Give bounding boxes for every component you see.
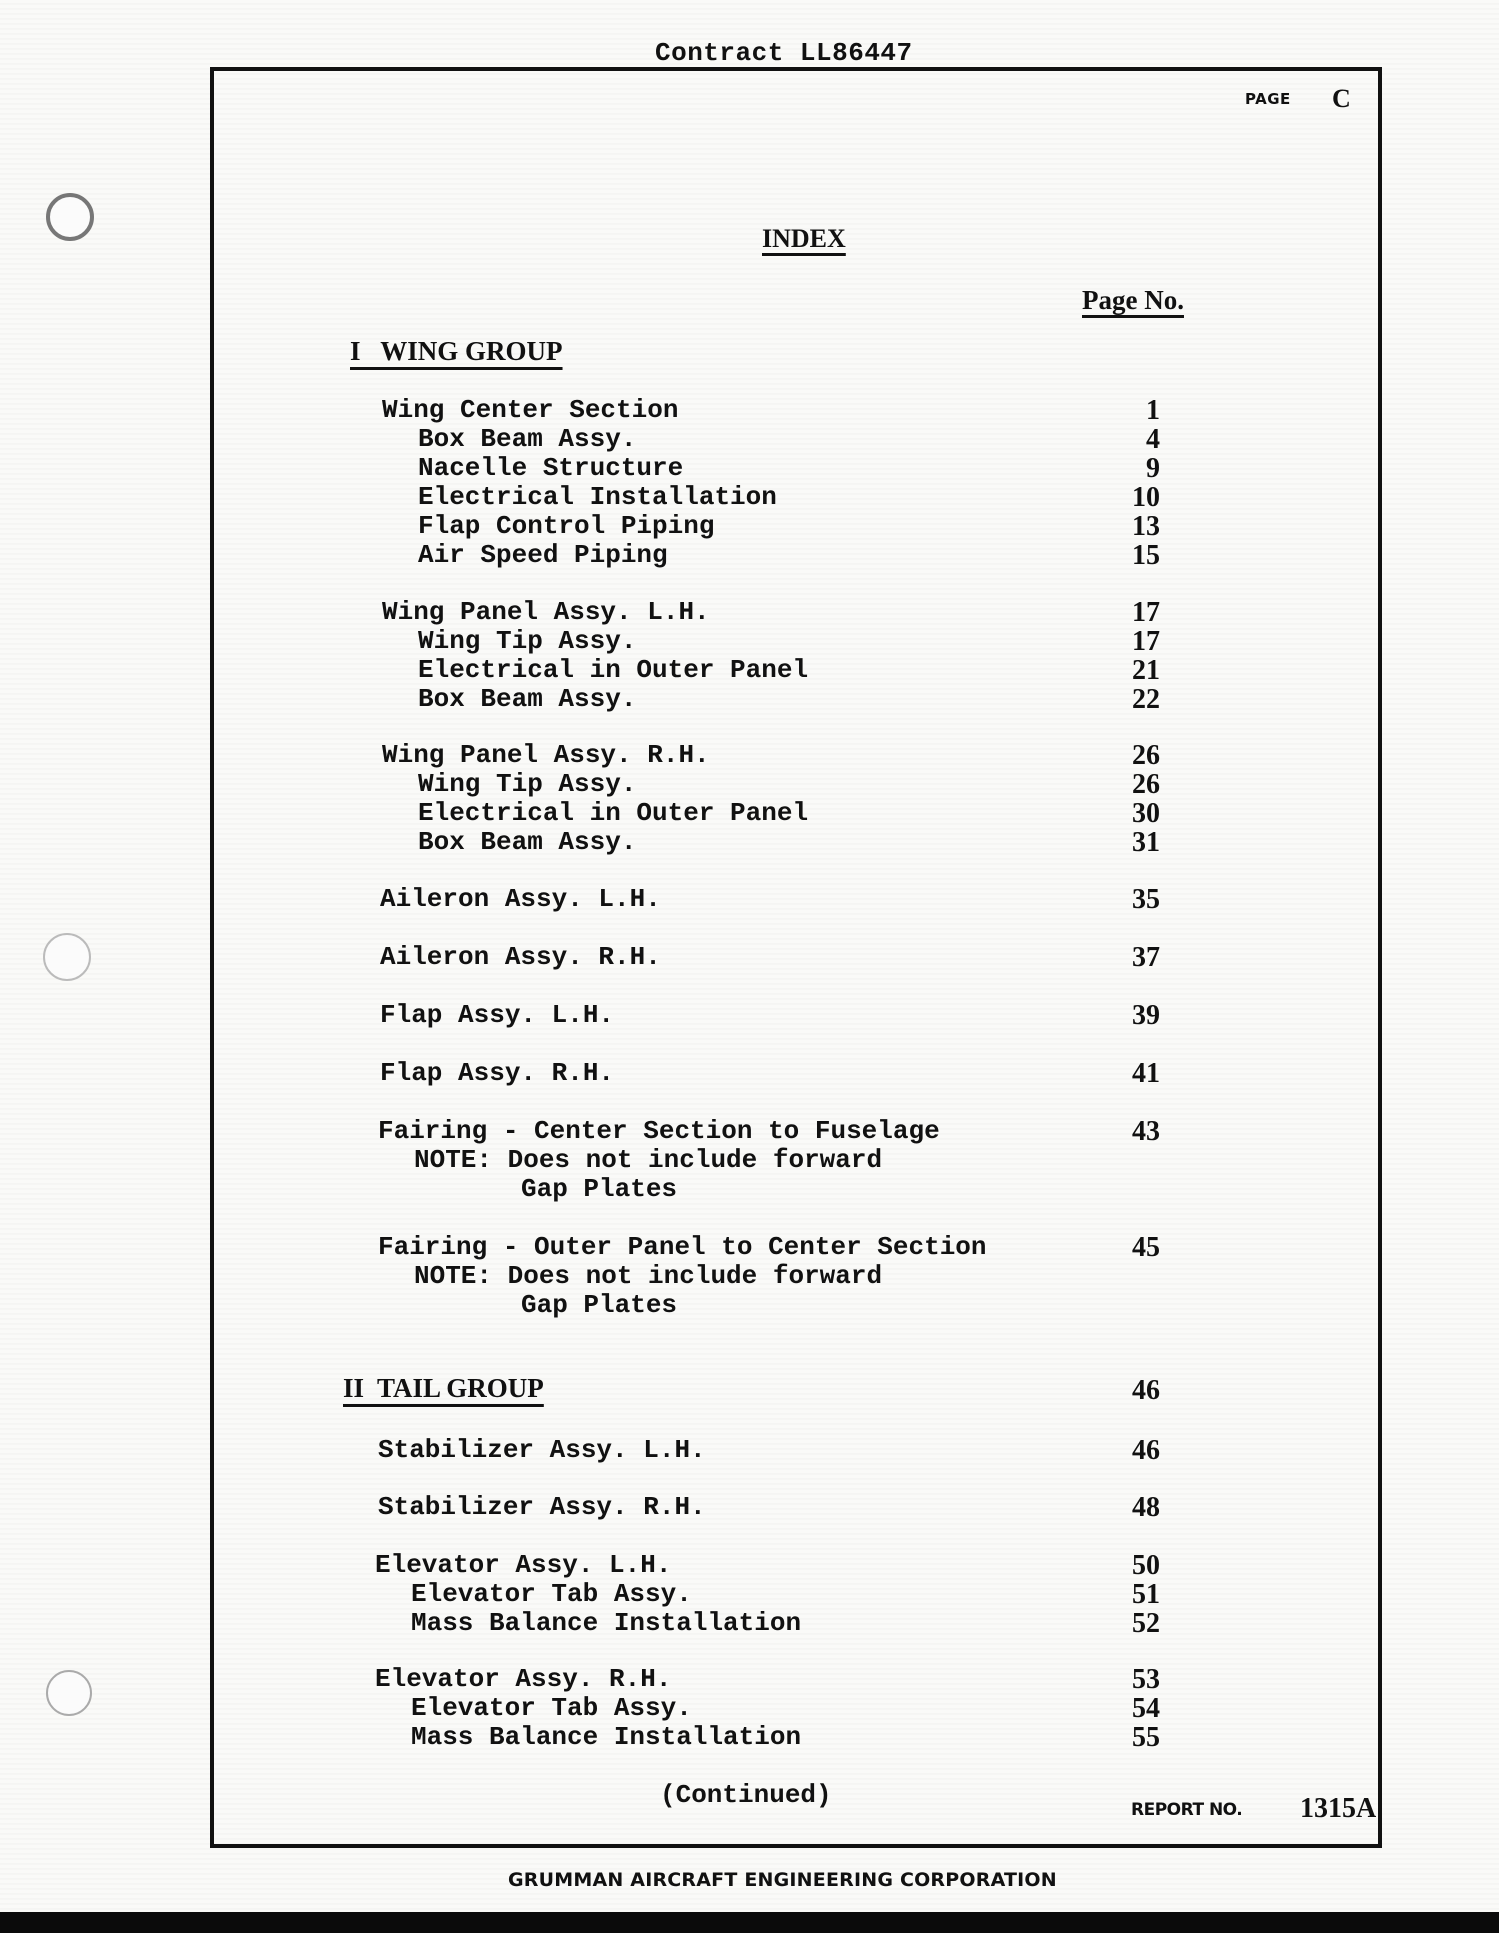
entry-page: 17 (1132, 626, 1160, 657)
index-entry (0, 1117, 1499, 1146)
entry-label: Elevator Assy. R.H. (375, 1664, 672, 1694)
entry-page: 45 (1132, 1232, 1160, 1263)
entry-label: Mass Balance Installation (411, 1608, 802, 1638)
entry-page: 50 (1132, 1550, 1160, 1581)
report-number-label: REPORT NO. (1131, 1800, 1243, 1820)
entry-label: Wing Center Section (382, 395, 679, 425)
entry-page: 21 (1132, 655, 1160, 686)
index-entry (0, 1001, 1499, 1030)
entry-page: 13 (1132, 511, 1160, 542)
index-entry (0, 799, 1499, 828)
report-number-value: 1315A (1300, 1793, 1377, 1824)
entry-label: Fairing - Center Section to Fuselage (378, 1116, 940, 1146)
binder-hole-top (46, 193, 94, 241)
entry-label: Box Beam Assy. (418, 827, 637, 857)
entry-label: Wing Tip Assy. (418, 626, 637, 656)
index-note (0, 1175, 1499, 1204)
entry-label: Mass Balance Installation (411, 1722, 802, 1752)
index-entry (0, 943, 1499, 972)
index-note (0, 1146, 1499, 1175)
company-footer: GRUMMAN AIRCRAFT ENGINEERING CORPORATION (508, 1869, 1057, 1891)
entry-page: 9 (1146, 453, 1160, 484)
entry-label: Air Speed Piping (418, 540, 668, 570)
page-number-column-header: Page No. (1082, 285, 1184, 315)
entry-page: 39 (1132, 1000, 1160, 1031)
index-entry (0, 598, 1499, 627)
entry-label: Flap Assy. R.H. (380, 1058, 615, 1088)
contract-number: Contract LL86447 (655, 38, 913, 68)
entry-page: 52 (1132, 1608, 1160, 1639)
entry-label: Elevator Tab Assy. (411, 1579, 692, 1609)
entry-label: Aileron Assy. R.H. (380, 942, 661, 972)
entry-label: Aileron Assy. L.H. (380, 884, 661, 914)
note-label: Gap Plates (521, 1174, 678, 1204)
entry-page: 41 (1132, 1058, 1160, 1089)
entry-label: Stabilizer Assy. L.H. (378, 1435, 706, 1465)
note-label: NOTE: Does not include forward (414, 1261, 883, 1291)
index-entry (0, 770, 1499, 799)
entry-label: Flap Assy. L.H. (380, 1000, 615, 1030)
index-entry (0, 627, 1499, 656)
index-entry (0, 1233, 1499, 1262)
entry-page: 37 (1132, 942, 1160, 973)
entry-label: Box Beam Assy. (418, 424, 637, 454)
entry-label: Wing Panel Assy. R.H. (382, 740, 710, 770)
page-label: PAGE (1245, 90, 1291, 108)
index-entry (0, 656, 1499, 685)
index-note (0, 1291, 1499, 1320)
entry-label: Electrical Installation (418, 482, 777, 512)
entry-label: Elevator Assy. L.H. (375, 1550, 672, 1580)
index-entry (0, 1493, 1499, 1522)
index-entry (0, 1609, 1499, 1638)
group-heading-wing: I WING GROUP (350, 336, 563, 366)
index-entry (0, 885, 1499, 914)
entry-label: Elevator Tab Assy. (411, 1693, 692, 1723)
index-entry (0, 828, 1499, 857)
index-entry (0, 1580, 1499, 1609)
entry-label: Electrical in Outer Panel (418, 798, 809, 828)
entry-page: 22 (1132, 684, 1160, 715)
entry-page: 30 (1132, 798, 1160, 829)
entry-label: Fairing - Outer Panel to Center Section (378, 1232, 987, 1262)
entry-page: 10 (1132, 482, 1160, 513)
entry-label: Stabilizer Assy. R.H. (378, 1492, 706, 1522)
entry-label: Electrical in Outer Panel (418, 655, 809, 685)
entry-page: 26 (1132, 740, 1160, 771)
entry-page: 17 (1132, 597, 1160, 628)
entry-page: 4 (1146, 424, 1160, 455)
index-entry (0, 541, 1499, 570)
entry-label: Nacelle Structure (418, 453, 684, 483)
note-label: NOTE: Does not include forward (414, 1145, 883, 1175)
index-note (0, 1262, 1499, 1291)
index-entry (0, 1665, 1499, 1694)
entry-label: Box Beam Assy. (418, 684, 637, 714)
index-title: INDEX (762, 224, 846, 253)
scan-edge (0, 1912, 1499, 1933)
group-page-tail: 46 (1132, 1375, 1160, 1406)
group-heading-tail: II TAIL GROUP (343, 1373, 544, 1403)
entry-page: 1 (1146, 395, 1160, 426)
index-entry (0, 396, 1499, 425)
entry-page: 55 (1132, 1722, 1160, 1753)
index-entry (0, 1694, 1499, 1723)
index-entry (0, 454, 1499, 483)
entry-page: 46 (1132, 1435, 1160, 1466)
index-entry (0, 512, 1499, 541)
entry-page: 54 (1132, 1693, 1160, 1724)
note-label: Gap Plates (521, 1290, 678, 1320)
entry-page: 43 (1132, 1116, 1160, 1147)
index-entry (0, 1551, 1499, 1580)
index-entry (0, 685, 1499, 714)
index-entry (0, 1723, 1499, 1752)
entry-page: 31 (1132, 827, 1160, 858)
page-value: C (1332, 84, 1351, 113)
continued-note: (Continued) (660, 1780, 832, 1810)
entry-label: Wing Tip Assy. (418, 769, 637, 799)
entry-page: 35 (1132, 884, 1160, 915)
entry-page: 15 (1132, 540, 1160, 571)
entry-page: 26 (1132, 769, 1160, 800)
entry-label: Flap Control Piping (418, 511, 715, 541)
index-entry (0, 1436, 1499, 1465)
entry-page: 48 (1132, 1492, 1160, 1523)
index-entry (0, 1059, 1499, 1088)
entry-page: 53 (1132, 1664, 1160, 1695)
entry-page: 51 (1132, 1579, 1160, 1610)
index-entry (0, 425, 1499, 454)
index-entry (0, 741, 1499, 770)
index-entry (0, 483, 1499, 512)
entry-label: Wing Panel Assy. L.H. (382, 597, 710, 627)
